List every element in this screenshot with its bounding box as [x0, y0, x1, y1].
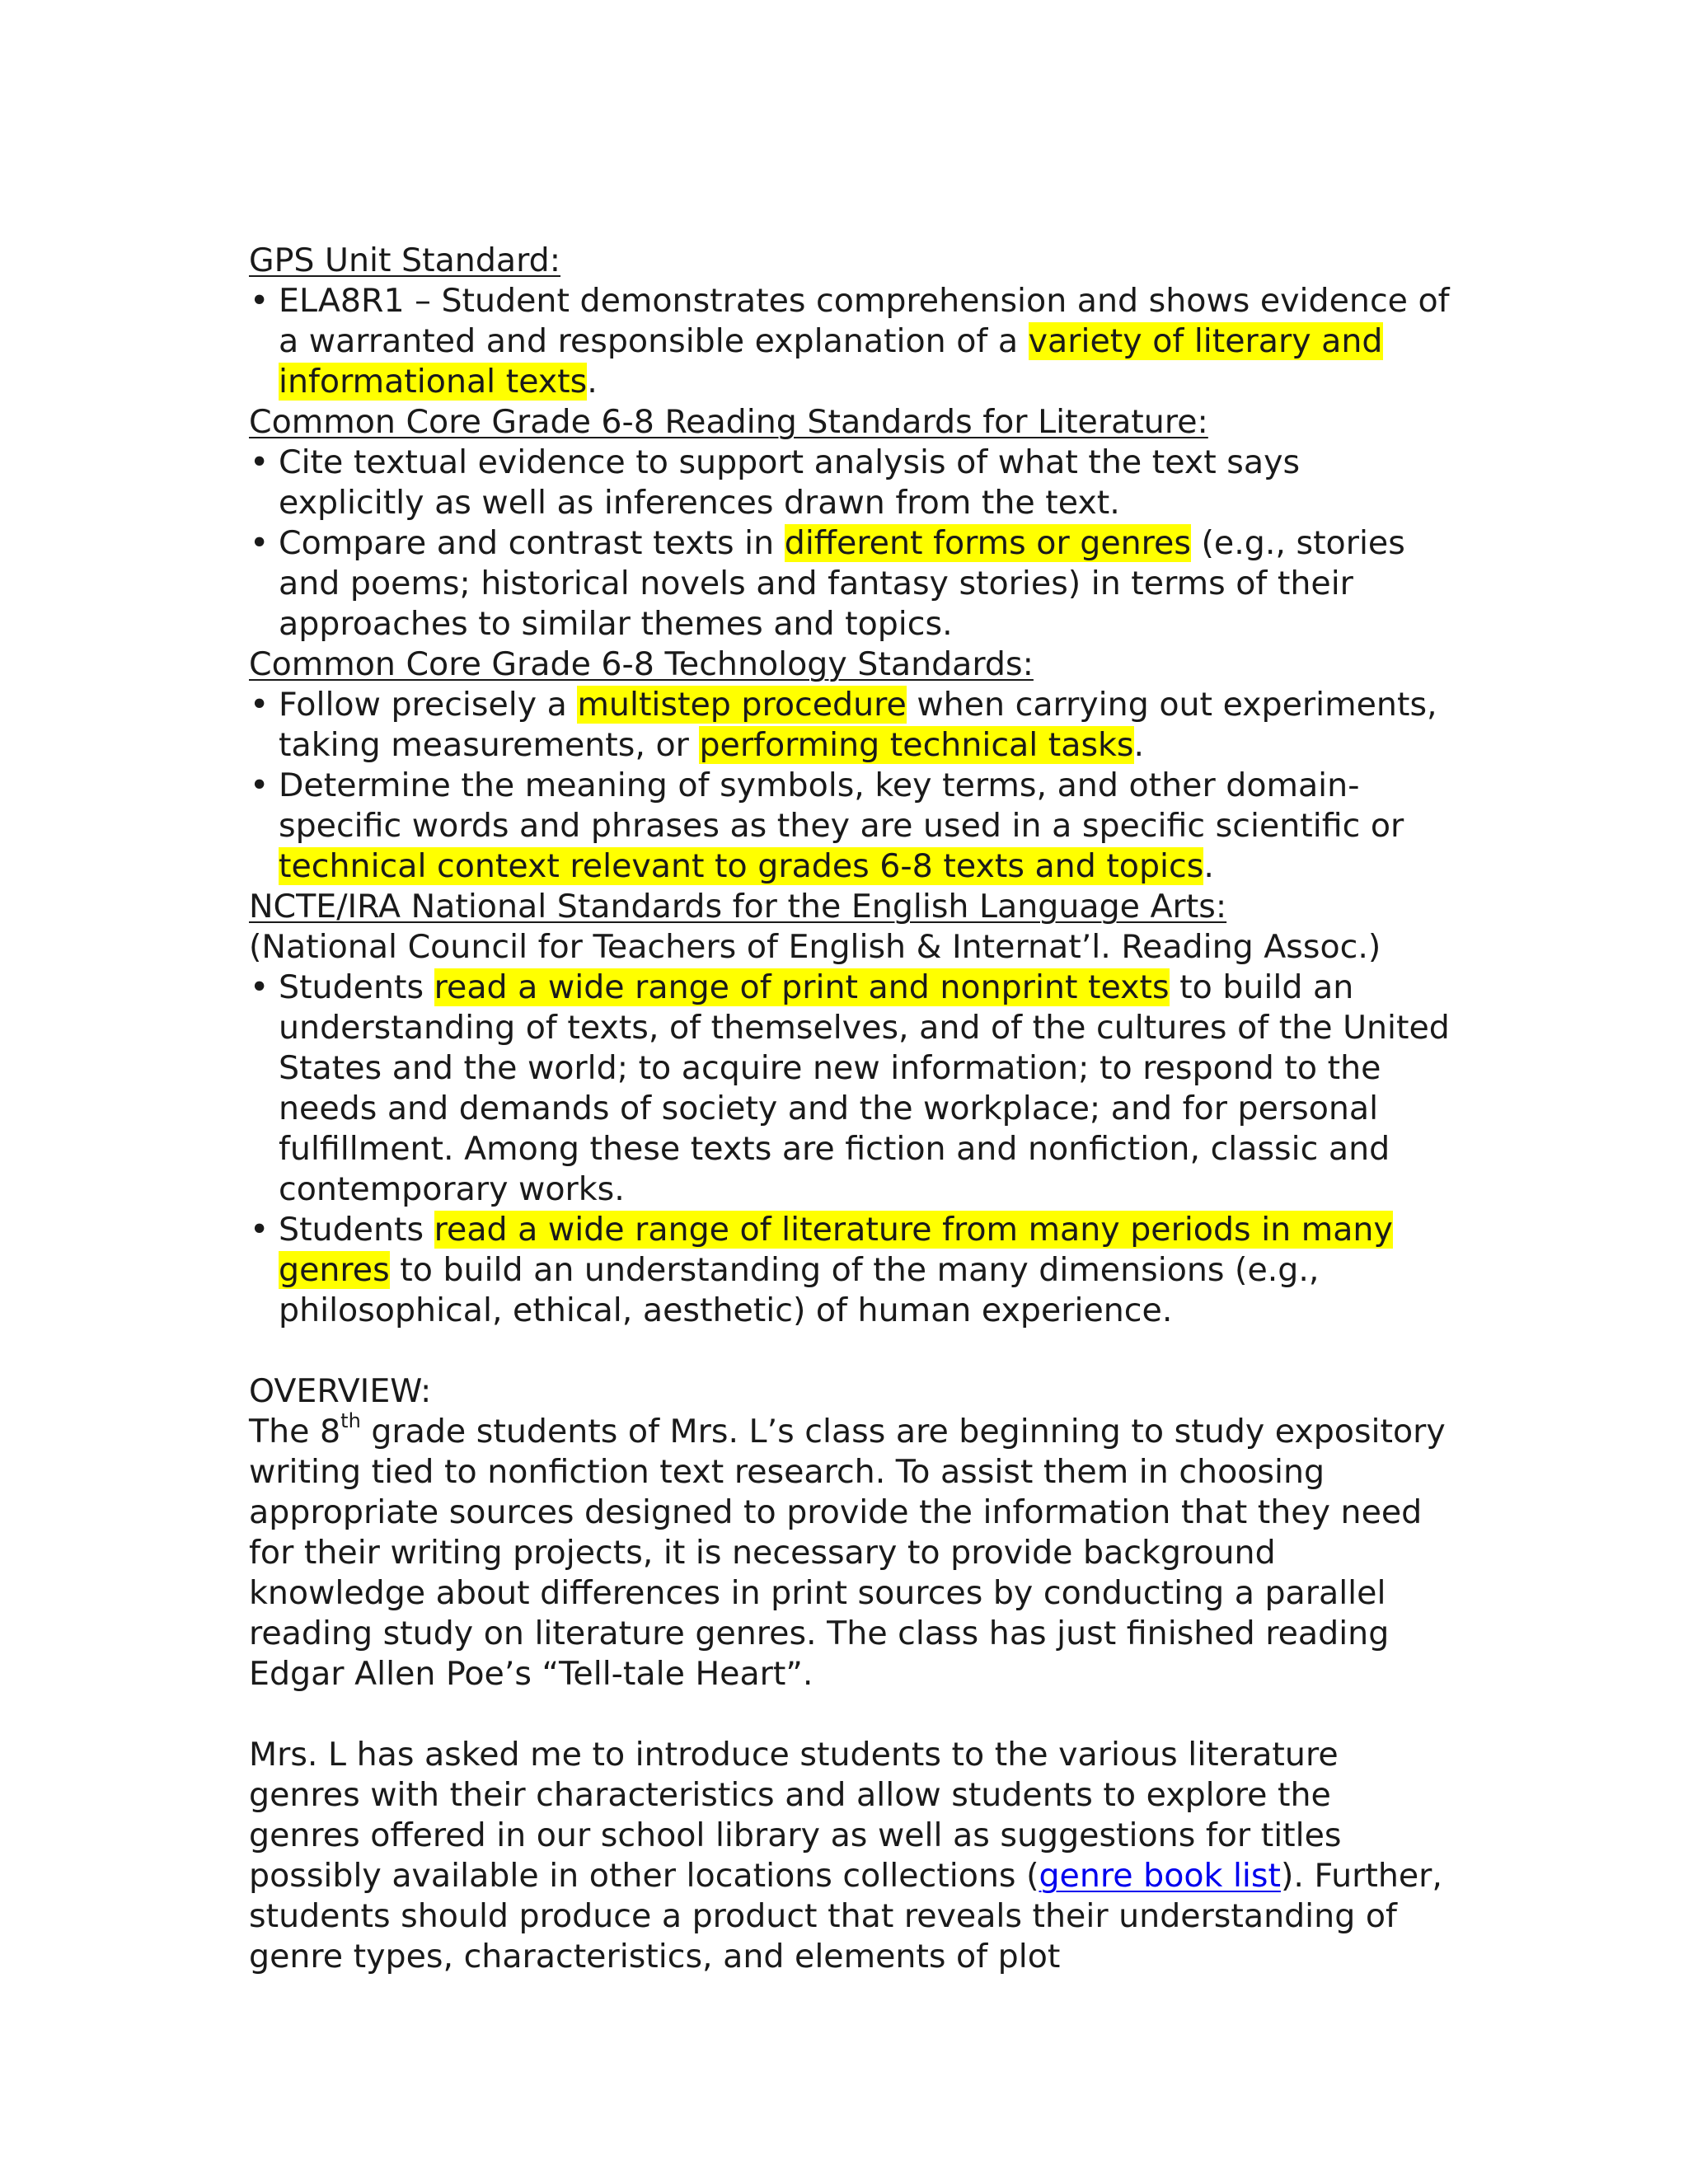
- item-text: Cite textual evidence to support analysis of what the text says explicitly as well as inferences drawn from the text.: [279, 443, 1301, 522]
- gps-standard-list: [249, 281, 1452, 402]
- highlighted-text: multistep procedure: [577, 686, 907, 724]
- gps-standard-heading: GPS Unit Standard:: [249, 241, 561, 279]
- paragraph-text: Mrs. L has asked me to introduce students to the various literature genres with their characteristics and allow students to explore the genres offered in our school library as well as suggestions for titles possibly available in other locations collections (: [249, 1736, 1342, 1895]
- list-item: [249, 766, 1452, 887]
- item-text: when carrying out experiments, taking measurements, or: [279, 686, 1437, 764]
- spacer: [249, 1331, 1452, 1371]
- spacer: [249, 1694, 1452, 1735]
- list-item: [249, 523, 1452, 644]
- paragraph-text: ). Further, students should produce a product that reveals their understanding of genre types, characteristics, and elements of plot: [249, 1857, 1442, 1975]
- item-text: Compare and contrast texts in: [279, 524, 785, 562]
- highlighted-text: different forms or genres: [784, 524, 1191, 562]
- overview-paragraph: [249, 1735, 1452, 1977]
- ncte-standards-subheading: (National Council for Teachers of English & Internat’l. Reading Assoc.): [249, 928, 1381, 966]
- highlighted-text: read a wide range of print and nonprint texts: [434, 968, 1170, 1006]
- bullet-icon: •: [250, 524, 270, 562]
- ordinal-suffix: th: [340, 1408, 361, 1432]
- bullet-icon: •: [250, 686, 270, 724]
- highlighted-text: read a wide range of literature from many periods in many genres: [279, 1211, 1393, 1289]
- item-text: ELA8R1 – Student demonstrates comprehension and shows evidence of a warranted and responsible explanation of a: [279, 282, 1450, 360]
- overview-paragraph: [249, 1408, 1452, 1694]
- item-text: .: [1203, 847, 1214, 885]
- document-body: [249, 241, 1452, 1977]
- ncte-standards-list: [249, 968, 1452, 1331]
- literature-standards-heading: Common Core Grade 6-8 Reading Standards for Literature:: [249, 403, 1208, 441]
- literature-standards-list: [249, 443, 1452, 644]
- highlighted-text: variety of literary and informational texts: [279, 322, 1383, 401]
- highlighted-text: technical context relevant to grades 6-8 texts and topics: [279, 847, 1204, 885]
- list-item: [249, 685, 1452, 766]
- overview-heading: OVERVIEW:: [249, 1372, 432, 1410]
- list-item: [249, 281, 1452, 402]
- item-text: to build an understanding of the many dimensions (e.g., philosophical, ethical, aesthetic) of human experience.: [279, 1251, 1320, 1329]
- item-text: Follow precisely a: [279, 686, 578, 724]
- list-item: [249, 443, 1452, 523]
- item-text: .: [1133, 726, 1145, 764]
- bullet-icon: •: [250, 282, 270, 320]
- item-text: Students: [279, 1211, 434, 1249]
- item-text: .: [587, 363, 598, 401]
- item-text: Students: [279, 968, 434, 1006]
- item-text: to build an understanding of texts, of themselves, and of the cultures of the United States and the world; to acquire new information; to respond to the needs and demands of society and the workplace; and for personal fulfillment. Among these texts are fiction and nonfiction, classic and contemporary works.: [279, 968, 1450, 1208]
- genre-book-list-link[interactable]: genre book list: [1039, 1857, 1281, 1895]
- item-text: Determine the meaning of symbols, key terms, and other domain-specific words and phrases as they are used in a specific scientific or: [279, 766, 1404, 845]
- highlighted-text: performing technical tasks: [699, 726, 1134, 764]
- bullet-icon: •: [250, 1211, 270, 1249]
- bullet-icon: •: [250, 766, 270, 804]
- technology-standards-list: [249, 685, 1452, 887]
- paragraph-text: grade students of Mrs. L’s class are beginning to study expository writing tied to nonfiction text research. To assist them in choosing appropriate sources designed to provide the information that they need for their writing projects, it is necessary to provide background knowledge about differences in print sources by conducting a parallel reading study on literature genres. The class has just finished reading Edgar Allen Poe’s “Tell-tale Heart”.: [249, 1413, 1446, 1693]
- list-item: [249, 968, 1452, 1210]
- item-text: (e.g., stories and poems; historical novels and fantasy stories) in terms of their approaches to similar themes and topics.: [279, 524, 1405, 643]
- technology-standards-heading: Common Core Grade 6-8 Technology Standards:: [249, 645, 1034, 683]
- paragraph-text: The 8: [249, 1413, 341, 1451]
- bullet-icon: •: [250, 443, 270, 481]
- bullet-icon: •: [250, 968, 270, 1006]
- list-item: [249, 1210, 1452, 1331]
- ncte-standards-heading: NCTE/IRA National Standards for the English Language Arts:: [249, 888, 1227, 926]
